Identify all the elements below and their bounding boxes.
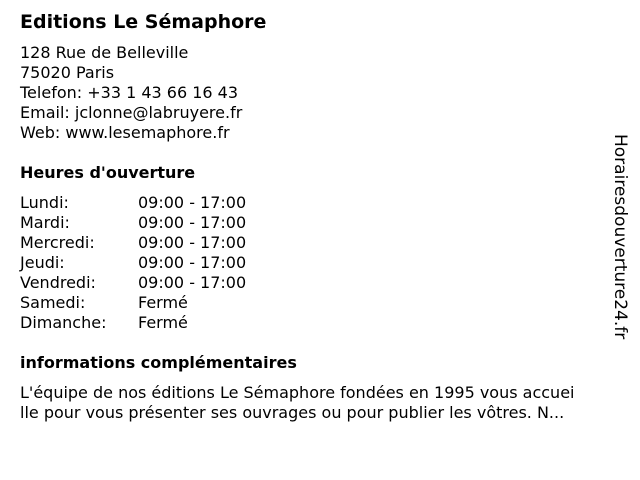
business-name: Editions Le Sémaphore [20,11,267,33]
info-description [20,383,620,423]
info-line-1: L'équipe de nos éditions Le Sémaphore fondées en 1995 vous accuei [20,383,575,402]
info-heading: informations complémentaires [20,353,297,372]
contact-block [20,43,242,143]
watermark [606,134,640,344]
hours-row-saturday [20,293,280,313]
street-address: 128 Rue de Belleville [20,43,189,62]
watermark-text: Horairesdouverture24.fr [610,134,630,340]
time-value: Fermé [138,313,188,332]
phone-number: Telefon: +33 1 43 66 16 43 [20,83,239,102]
hours-row-thursday [20,253,280,273]
email-address: Email: jclonne@labruyere.fr [20,103,243,122]
hours-row-tuesday [20,213,280,233]
day-label: Lundi: [20,193,69,212]
time-value: 09:00 - 17:00 [138,253,247,272]
day-label: Mercredi: [20,233,95,252]
city-postal: 75020 Paris [20,63,115,82]
website: Web: www.lesemaphore.fr [20,123,230,142]
day-label: Jeudi: [20,253,65,272]
time-value: 09:00 - 17:00 [138,233,247,252]
hours-row-sunday [20,313,280,333]
time-value: 09:00 - 17:00 [138,193,247,212]
time-value: 09:00 - 17:00 [138,273,247,292]
hours-row-friday [20,273,280,293]
hours-table [20,193,280,333]
info-line-2: lle pour vous présenter ses ouvrages ou pour publier les vôtres. N... [20,403,565,422]
day-label: Dimanche: [20,313,107,332]
day-label: Mardi: [20,213,70,232]
hours-row-monday [20,193,280,213]
hours-heading: Heures d'ouverture [20,163,196,182]
day-label: Vendredi: [20,273,96,292]
hours-row-wednesday [20,233,280,253]
time-value: 09:00 - 17:00 [138,213,247,232]
day-label: Samedi: [20,293,86,312]
time-value: Fermé [138,293,188,312]
